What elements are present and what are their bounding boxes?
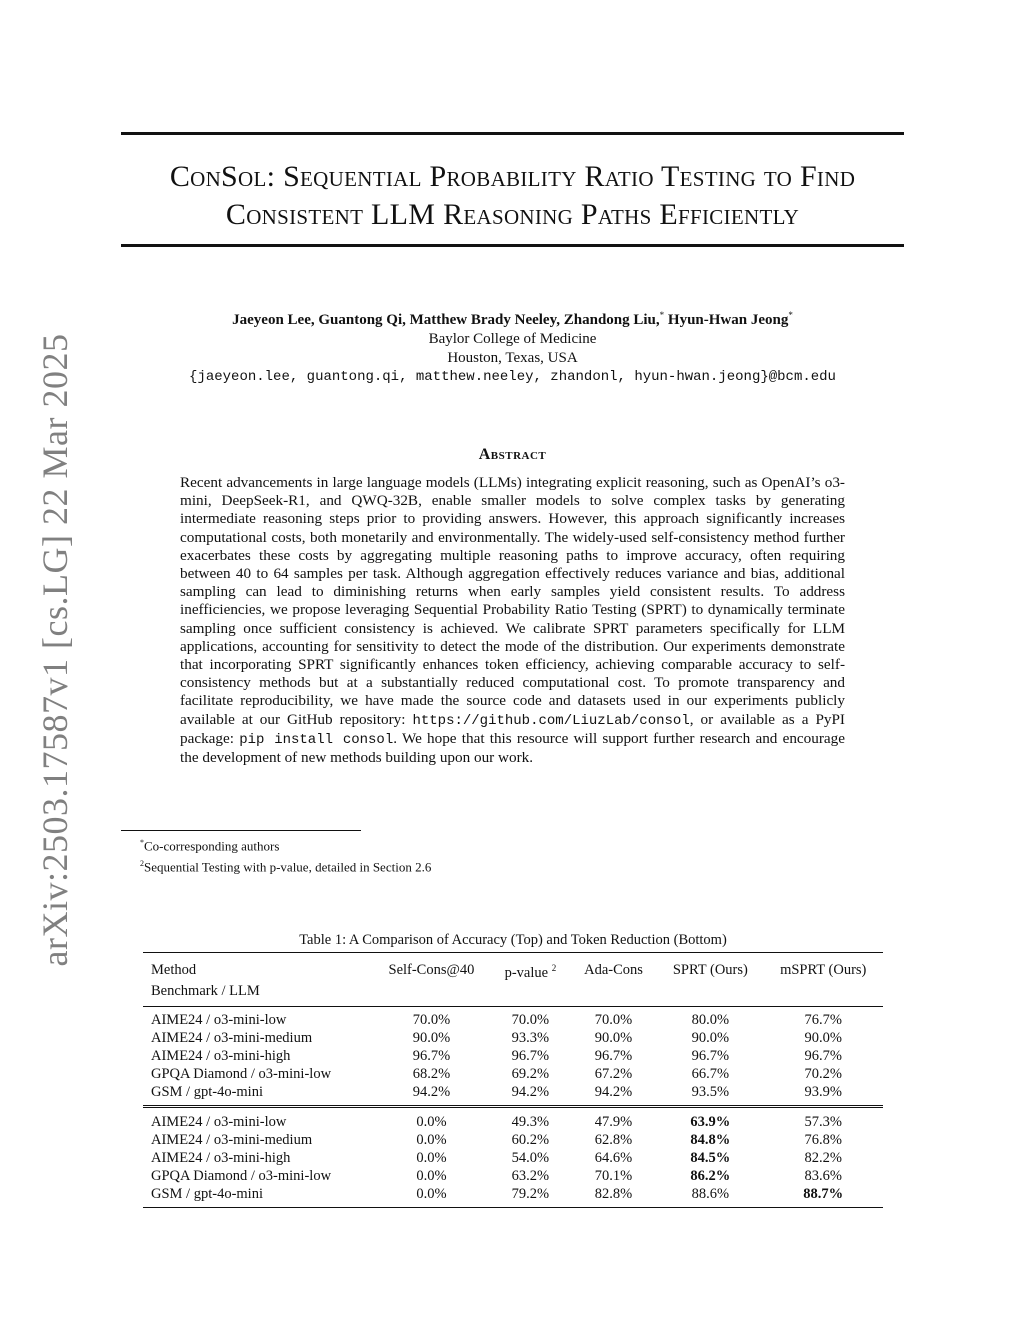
table-cell: 70.0% [594, 1011, 633, 1028]
accuracy-section [143, 1006, 883, 1106]
table-cell: 0.0% [416, 1113, 447, 1130]
header-empty [372, 982, 491, 1007]
row-label: AIME24 / o3-mini-low [151, 1011, 287, 1028]
table-cell: 94.2% [412, 1083, 451, 1100]
header-msprt: mSPRT (Ours) [780, 962, 867, 979]
header-row [143, 982, 883, 1007]
footnote-ref: 2 [551, 963, 557, 973]
table-cell: 47.9% [594, 1113, 633, 1130]
affiliation: Baylor College of Medicine [428, 331, 597, 347]
header-empty [570, 982, 657, 1007]
table-cell: 70.1% [594, 1167, 633, 1184]
table-cell: 83.6% [804, 1167, 842, 1184]
row-label: AIME24 / o3-mini-high [151, 1149, 291, 1166]
table-cell: 93.3% [511, 1029, 550, 1046]
row-label: GPQA Diamond / o3-mini-low [151, 1065, 332, 1082]
table-cell: 96.7% [594, 1047, 633, 1064]
author-names-part-1: Jaeyeon Lee, Guantong Qi, Matthew Brady Neeley, Zhandong Liu, [232, 312, 660, 328]
table-cell: 68.2% [412, 1065, 451, 1082]
table-cell: 90.0% [804, 1029, 842, 1046]
table-row [143, 1185, 883, 1208]
location: Houston, Texas, USA [447, 350, 578, 366]
table-cell: 93.9% [804, 1083, 842, 1100]
footnotes [140, 834, 431, 877]
row-label: GSM / gpt-4o-mini [151, 1185, 263, 1202]
footnote-mark: * [140, 838, 144, 847]
table-cell: 84.5% [690, 1149, 731, 1166]
table-cell: 90.0% [412, 1029, 451, 1046]
table-cell: 0.0% [416, 1131, 447, 1148]
table-caption: Table 1: A Comparison of Accuracy (Top) and Token Reduction (Bottom) [299, 932, 727, 948]
table-cell: 96.7% [804, 1047, 842, 1064]
table-cell: 93.5% [691, 1083, 730, 1100]
table-cell: 94.2% [511, 1083, 550, 1100]
table-header [143, 953, 883, 1007]
table-cell: 90.0% [594, 1029, 633, 1046]
table-cell: 66.7% [691, 1065, 730, 1082]
corresponding-mark: * [659, 310, 665, 320]
author-names [121, 306, 904, 330]
table-row [143, 1167, 883, 1185]
title-line-1: ConSol: Sequential Probability Ratio Testing to Find [169, 160, 856, 193]
table-row [143, 1006, 883, 1029]
table-cell: 54.0% [511, 1149, 550, 1166]
table-cell: 0.0% [416, 1149, 447, 1166]
table-cell: 67.2% [594, 1065, 633, 1082]
abstract-heading: Abstract [478, 446, 547, 463]
row-label: GPQA Diamond / o3-mini-low [151, 1167, 332, 1184]
abstract-text [180, 474, 845, 767]
row-label: AIME24 / o3-mini-medium [151, 1029, 313, 1046]
header-p-value-label: p-value [504, 964, 549, 981]
table-cell: 49.3% [511, 1113, 550, 1130]
table-cell: 69.2% [511, 1065, 550, 1082]
table-cell: 96.7% [511, 1047, 550, 1064]
table-cell: 63.9% [690, 1113, 731, 1130]
footnote-text: Sequential Testing with p-value, detailed in Section 2.6 [144, 859, 432, 875]
abstract-body-3: . We hope that this resource will support further research and encourage the development of new methods building upon our work. [180, 729, 845, 767]
table-cell: 70.2% [804, 1065, 842, 1082]
header-benchmark: Benchmark / LLM [151, 982, 260, 999]
table-cell: 0.0% [416, 1167, 447, 1184]
pip-command: pip install consol [239, 731, 394, 748]
header-method: Method [151, 962, 197, 979]
table-cell: 90.0% [691, 1029, 730, 1046]
table-cell: 62.8% [594, 1131, 633, 1148]
row-label: GSM / gpt-4o-mini [151, 1083, 263, 1100]
paper-title [121, 158, 904, 234]
author-names-part-2: Hyun-Hwan Jeong [664, 312, 789, 328]
author-block [121, 306, 904, 387]
corresponding-mark: * [788, 310, 793, 320]
table-cell: 70.0% [511, 1011, 550, 1028]
table-cell: 79.2% [511, 1185, 550, 1202]
table-cell: 60.2% [511, 1131, 550, 1148]
table-cell: 94.2% [594, 1083, 633, 1100]
footnote [140, 855, 431, 876]
table-cell: 82.8% [594, 1185, 633, 1202]
table-cell: 96.7% [412, 1047, 451, 1064]
table-cell: 80.0% [691, 1011, 730, 1028]
table-cell: 70.0% [412, 1011, 451, 1028]
title-line-2: Consistent LLM Reasoning Paths Efficiently [225, 198, 800, 231]
footnote-text: Co-corresponding authors [144, 838, 280, 854]
table-cell: 86.2% [690, 1167, 731, 1184]
arxiv-identifier: arXiv:2503.17587v1 [cs.LG] 22 Mar 2025 [35, 333, 75, 967]
table-row [143, 1047, 883, 1065]
header-row [143, 953, 883, 982]
author-emails: {jaeyeon.lee, guantong.qi, matthew.neeley, zhandonl, hyun-hwan.jeong}@bcm.edu [189, 369, 836, 385]
table-cell: 57.3% [804, 1113, 842, 1130]
table-cell: 88.6% [691, 1185, 730, 1202]
header-empty [491, 982, 570, 1007]
table-cell: 76.8% [804, 1131, 842, 1148]
github-link[interactable]: https://github.com/LiuzLab/consol [412, 712, 690, 729]
header-p-value [491, 953, 570, 982]
row-label: AIME24 / o3-mini-low [151, 1113, 287, 1130]
table-row [143, 1149, 883, 1167]
table-cell: 0.0% [416, 1185, 447, 1202]
footnote-rule [121, 830, 361, 831]
table-cell: 64.6% [594, 1149, 633, 1166]
title-bottom-rule [121, 244, 904, 247]
header-ada-cons: Ada-Cons [584, 962, 643, 979]
footnote-mark: 2 [140, 859, 144, 869]
table-cell: 96.7% [691, 1047, 730, 1064]
table-cell: 76.7% [804, 1011, 842, 1028]
table-row [143, 1131, 883, 1149]
row-label: AIME24 / o3-mini-high [151, 1047, 291, 1064]
header-empty [763, 982, 883, 1007]
row-label: AIME24 / o3-mini-medium [151, 1131, 313, 1148]
abstract-body-2: , or available as a PyPI package: [180, 710, 845, 747]
table-row [143, 1029, 883, 1047]
results-table [143, 952, 883, 1208]
table-cell: 63.2% [511, 1167, 550, 1184]
table-cell: 88.7% [803, 1185, 844, 1202]
table-row [143, 1106, 883, 1131]
title-top-rule [121, 132, 904, 135]
abstract-body-1: Recent advancements in large language models (LLMs) integrating explicit reasoning, such as OpenAI’s o3-mini, DeepSeek-R1, and QWQ-32B, enable smaller models to solve complex tasks by generating intermediate reasoning steps prior to providing answers. However, this approach significantly increases computational costs, both monetarily and environmentally. The widely-used self-consistency method further exacerbates these costs by aggregating multiple reasoning paths to improve accuracy, often requiring between 40 to 64 samples per task. Although aggregation effectively reduces variance and bias, additional sampling can lead to diminishing returns when early samples yield consistent results. To address inefficiencies, we propose leveraging Sequential Probability Ratio Testing (SPRT) to dynamically terminate sampling once sufficient consistency is achieved. We calibrate SPRT parameters specifically for LLM applications, accounting for sensitivity to detect the mode of the distribution. Our experiments demonstrate that incorporating SPRT significantly enhances token efficiency, achieving comparable accuracy to self-consistency methods but at a substantially reduced computational cost. To promote transparency and facilitate reproducibility, we have made the source code and datasets used in our experiments publicly available at our GitHub repository: [180, 474, 845, 728]
token-reduction-section [143, 1106, 883, 1207]
table-row [143, 1083, 883, 1107]
footnote [140, 834, 431, 855]
header-empty [657, 982, 763, 1007]
table-cell: 82.2% [804, 1149, 842, 1166]
header-sprt: SPRT (Ours) [672, 962, 748, 979]
table-cell: 84.8% [690, 1131, 731, 1148]
table-row [143, 1065, 883, 1083]
header-self-cons: Self-Cons@40 [388, 962, 475, 979]
